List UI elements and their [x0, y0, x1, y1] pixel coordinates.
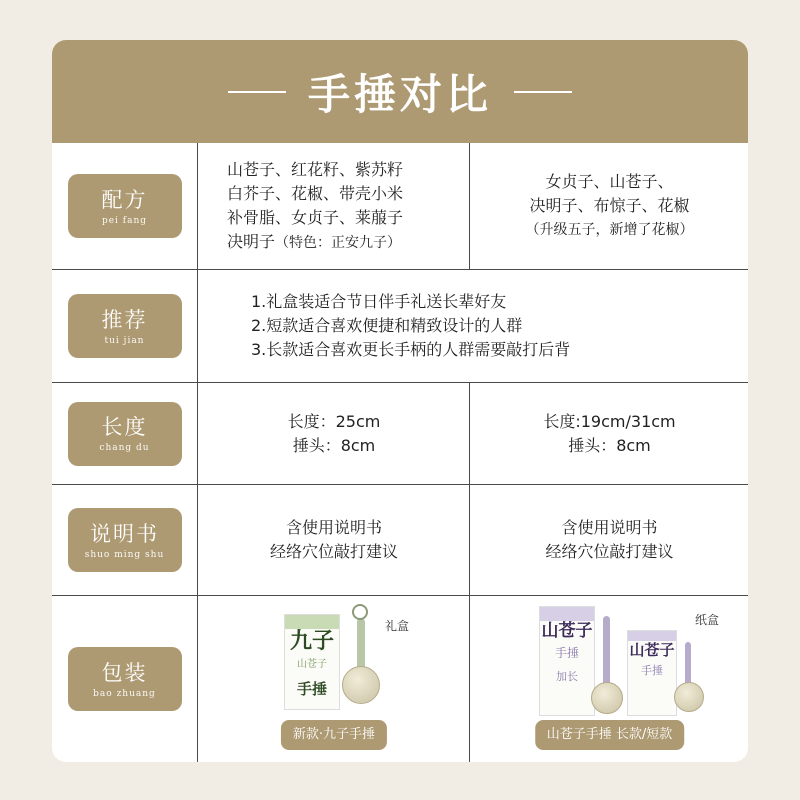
formula-right-cell — [471, 143, 748, 269]
package-right-cell — [471, 596, 748, 762]
row-label-pill — [68, 294, 182, 358]
length-right-line: 长度:19cm/31cm — [543, 411, 676, 431]
formula-left-line: 山苍子、红花籽、紫苏籽 — [227, 159, 404, 179]
row-formula — [52, 143, 748, 270]
length-right-line: 捶头：8cm — [568, 435, 651, 455]
gift-box-image — [284, 614, 340, 710]
row-label-pinyin: pei fang — [101, 215, 148, 226]
row-label-cell — [52, 143, 198, 269]
box-stripe — [628, 631, 676, 641]
comparison-card — [52, 40, 748, 762]
formula-left-line: 白芥子、花椒、带壳小米 — [227, 183, 404, 203]
formula-right-note: （升级五子，新增了花椒） — [525, 222, 694, 238]
box-title: 山苍子 — [629, 641, 675, 659]
manual-right-line: 经络穴位敲打建议 — [545, 542, 674, 561]
box-title: 山苍子 — [541, 621, 593, 641]
box-title-2: 手捶 — [296, 680, 327, 698]
hammer-handle — [357, 618, 365, 670]
length-left-line: 捶头：8cm — [292, 435, 376, 455]
hammer-head — [591, 682, 623, 714]
manual-left-cell — [199, 485, 470, 595]
box-stripe — [285, 615, 339, 629]
row-label-pill — [68, 508, 182, 572]
package-right-product — [471, 596, 748, 762]
row-package — [52, 596, 748, 762]
row-label-pinyin: shuo ming shu — [84, 549, 165, 560]
row-label-text: 长度 — [101, 415, 148, 439]
right-dash-decoration — [514, 91, 572, 93]
box-title: 九子 — [289, 628, 334, 654]
comparison-table — [52, 143, 748, 762]
row-label-pill — [68, 402, 182, 466]
box-subtitle: 山苍子 — [297, 659, 327, 670]
row-label-text: 说明书 — [90, 521, 159, 546]
page-title: 手捶对比 — [307, 69, 492, 119]
row-label-pinyin: tui jian — [104, 335, 145, 346]
manual-right-cell — [471, 485, 748, 595]
hammer-ring — [352, 604, 368, 620]
formula-left-line-last — [227, 230, 401, 255]
box-subtitle: 手捶 — [554, 646, 579, 660]
formula-left-note: （特色：正安九子） — [275, 234, 402, 251]
left-dash-decoration — [228, 91, 286, 93]
row-label-cell — [52, 485, 198, 595]
hammer-head — [342, 666, 380, 704]
box-subtitle-2: 加长 — [556, 670, 578, 683]
formula-right-line: 决明子、布惊子、花椒 — [529, 196, 690, 215]
hammer-handle — [685, 642, 691, 686]
hammer-handle — [603, 616, 610, 686]
row-label-text: 推荐 — [101, 307, 148, 332]
package-caption-badge: 新款·九子手捶 — [281, 720, 387, 750]
package-tag: 礼盒 — [385, 619, 410, 633]
row-label-pill — [68, 647, 182, 711]
paper-box-long-image — [539, 606, 595, 716]
row-label-cell — [52, 270, 198, 382]
row-label-text: 包装 — [101, 660, 148, 685]
formula-left-line: 补骨脂、女贞子、莱菔子 — [227, 207, 404, 227]
package-tag: 纸盒 — [695, 613, 720, 627]
paper-box-short-image — [627, 630, 677, 716]
header-banner — [52, 40, 748, 143]
box-subtitle: 手捶 — [641, 664, 663, 677]
row-label-text: 配方 — [101, 187, 148, 212]
recommend-item: 2.短款适合喜欢便捷和精致设计的人群 — [251, 316, 523, 335]
length-left-line: 长度：25cm — [287, 411, 381, 431]
row-label-cell — [52, 596, 198, 762]
row-label-cell — [52, 383, 198, 484]
manual-right-line: 含使用说明书 — [561, 518, 658, 537]
row-length — [52, 383, 748, 485]
row-label-pinyin: chang du — [99, 443, 150, 453]
recommend-item: 1.礼盒装适合节日伴手礼送长辈好友 — [251, 292, 507, 311]
recommend-cell — [199, 270, 748, 382]
row-recommend — [52, 270, 748, 383]
box-stripe — [540, 607, 594, 621]
row-label-pinyin: bao zhuang — [93, 688, 156, 699]
manual-left-line: 含使用说明书 — [285, 518, 382, 537]
package-left-product — [199, 596, 469, 762]
row-label-pill — [68, 174, 182, 238]
package-left-cell — [199, 596, 470, 762]
manual-left-line: 经络穴位敲打建议 — [269, 542, 398, 561]
formula-left-text: 决明子 — [227, 231, 276, 251]
hammer-head — [674, 682, 704, 712]
length-right-cell — [471, 383, 748, 484]
package-caption-badge: 山苍子手捶 长款/短款 — [535, 720, 685, 750]
formula-left-cell — [199, 143, 470, 269]
length-left-cell — [199, 383, 470, 484]
row-manual — [52, 485, 748, 596]
formula-right-line: 女贞子、山苍子、 — [545, 172, 674, 191]
recommend-item: 3.长款适合喜欢更长手柄的人群需要敲打后背 — [251, 340, 571, 359]
